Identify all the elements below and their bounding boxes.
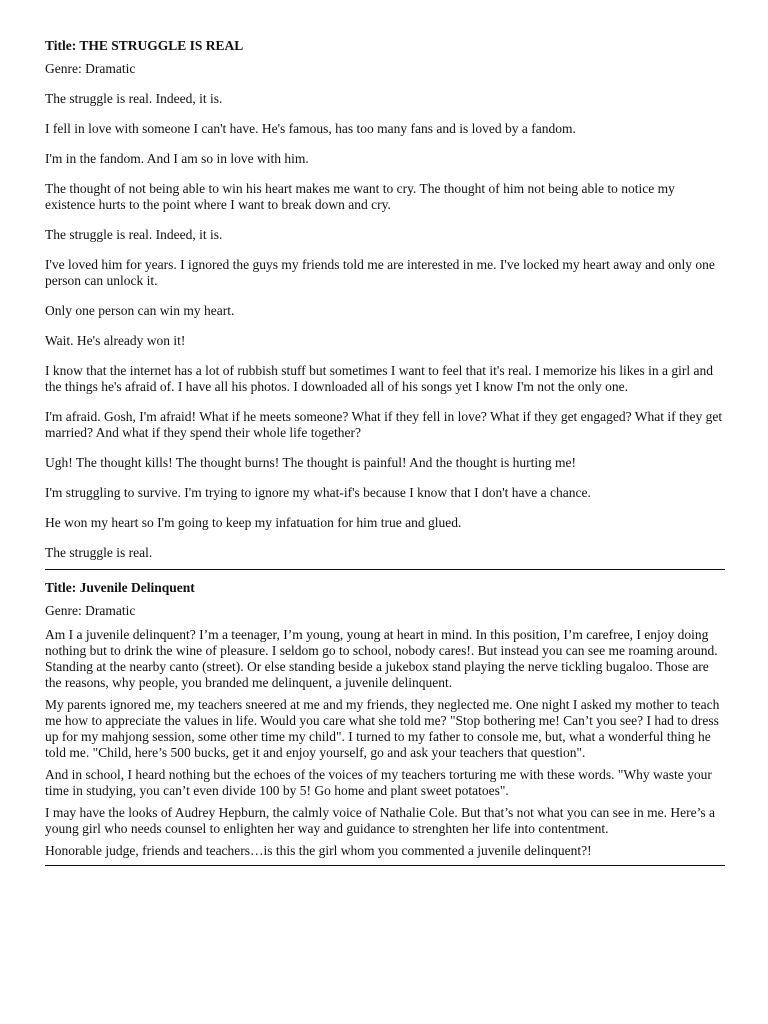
paragraph: My parents ignored me, my teachers sneered at me and my friends, they neglected me. One night I asked my mother to teach me how to appreciate the values in life. Would you care what she told me? "Stop bothering me! Can’t you see? I had to dress up for my mahjong session, some other time my child". I turned to my father to console me, but, what a wonderful thing he told me. "Child, here’s 500 bucks, get it and enjoy yourself, go and ask your teachers that question". [45, 697, 720, 760]
paragraph: And in school, I heard nothing but the echoes of the voices of my teachers torturing me with these words. "Why waste your time in studying, you can’t even divide 100 by 5! Go home and plant sweet potatoes". [45, 767, 712, 798]
paragraph: I fell in love with someone I can't have. He's famous, has too many fans and is loved by a fandom. [45, 121, 576, 136]
article-juvenile-delinquent [45, 580, 725, 859]
paragraph: Wait. He's already won it! [45, 333, 186, 348]
paragraph: The struggle is real. Indeed, it is. [45, 227, 223, 242]
paragraph: I know that the internet has a lot of rubbish stuff but sometimes I want to feel that it's real. I memorize his likes in a girl and the things he's afraid of. I have all his photos. I downloaded all of his songs yet I know I'm not the only one. [45, 363, 714, 394]
paragraph: The thought of not being able to win his heart makes me want to cry. The thought of him not being able to notice my existence hurts to the point where I want to break down and cry. [45, 181, 675, 212]
paragraph: I'm afraid. Gosh, I'm afraid! What if he meets someone? What if they fell in love? What if they get engaged? What if they get married? And what if they spend their whole life together? [45, 409, 723, 440]
paragraph: Am I a juvenile delinquent? I’m a teenager, I’m young, young at heart in mind. In this position, I’m carefree, I enjoy doing nothing but to drink the wine of pleasure. I seldom go to school, nobody cares!. But instead you can see me roaming around. Standing at the nearby canto (street). Or else standing beside a jukebox stand playing the nerve tickling bugaloo. Those are the reasons, why people, you branded me delinquent, a juvenile delinquent. [45, 627, 718, 690]
article-genre: Genre: Dramatic [45, 603, 136, 618]
article-title: Title: Juvenile Delinquent [45, 580, 195, 595]
paragraph: I may have the looks of Audrey Hepburn, the calmly voice of Nathalie Cole. But that’s not what you can see in me. Here’s a young girl who needs counsel to enlighten her way and guidance to strenghten her life into contentment. [45, 805, 715, 836]
paragraph: Ugh! The thought kills! The thought burns! The thought is painful! And the thought is hurting me! [45, 455, 576, 470]
section-divider [45, 569, 725, 570]
document-page [45, 38, 725, 876]
paragraph: I'm struggling to survive. I'm trying to ignore my what-if's because I know that I don't have a chance. [45, 485, 591, 500]
paragraph: Only one person can win my heart. [45, 303, 235, 318]
paragraph: I'm in the fandom. And I am so in love with him. [45, 151, 309, 166]
paragraph: He won my heart so I'm going to keep my infatuation for him true and glued. [45, 515, 462, 530]
paragraph: The struggle is real. Indeed, it is. [45, 91, 223, 106]
section-divider [45, 865, 725, 866]
article-the-struggle-is-real [45, 38, 725, 561]
paragraph: Honorable judge, friends and teachers…is this the girl whom you commented a juvenile delinquent?! [45, 843, 592, 858]
article-title: Title: THE STRUGGLE IS REAL [45, 38, 244, 53]
paragraph: I've loved him for years. I ignored the guys my friends told me are interested in me. I've locked my heart away and only one person can unlock it. [45, 257, 715, 288]
paragraph: The struggle is real. [45, 545, 153, 560]
article-genre: Genre: Dramatic [45, 61, 136, 76]
